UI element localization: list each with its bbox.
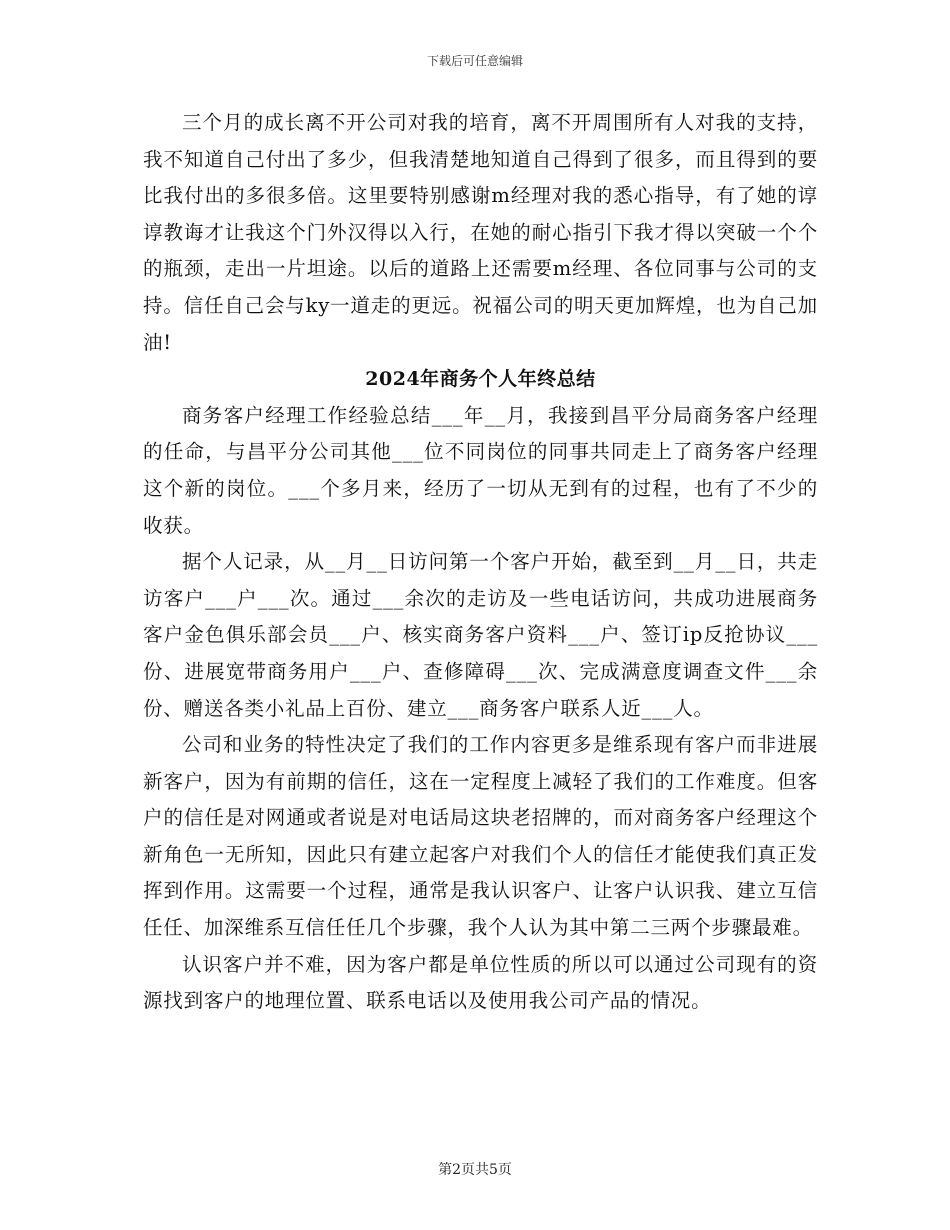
paragraph-2: 据个人记录，从__月__日访问第一个客户开始，截至到__月__日，共走访客户___户___次。通过___余次的走访及一些电话访问，共成功进展商务客户金色俱乐部会员___户、核实商务客户资料___户、签订ip反抢协议___份、进展宽带商务用户___户、查修障碍___次、完成满意度调查文件___余份、赠送各类小礼品上百份、建立___商务客户联系人近___人。 — [143, 550, 818, 720]
document-body — [143, 105, 818, 1020]
section-title: 2024年商务个人年终总结 — [365, 368, 596, 391]
paragraph-4: 认识客户并不难，因为客户都是单位性质的所以可以通过公司现有的资源找到客户的地理位置、联系电话以及使用我公司产品的情况。 — [143, 952, 818, 1013]
paragraph-intro: 三个月的成长离不开公司对我的培育，离不开周围所有人对我的支持，我不知道自己付出了多少，但我清楚地知道自己得到了很多，而且得到的要比我付出的多很多倍。这里要特别感谢m经理对我的悉心指导，有了她的谆谆教诲才让我这个门外汉得以入行，在她的耐心指引下我才得以突破一个个的瓶颈，走出一片坦途。以后的道路上还需要m经理、各位同事与公司的支持。信任自己会与ky一道走的更远。祝福公司的明天更加辉煌，也为自己加油! — [143, 111, 818, 354]
page-header: 下载后可任意编辑 — [426, 54, 523, 68]
page-number: 第2页共5页 — [438, 1162, 512, 1178]
paragraph-3: 公司和业务的特性决定了我们的工作内容更多是维系现有客户而非进展新客户，因为有前期的信任，这在一定程度上减轻了我们的工作难度。但客户的信任是对网通或者说是对电话局这块老招牌的，而对商务客户经理这个新角色一无所知，因此只有建立起客户对我们个人的信任才能使我们真正发挥到作用。这需要一个过程，通常是我认识客户、让客户认识我、建立互信任任、加深维系互信任任几个步骤，我个人认为其中第二三两个步骤最难。 — [143, 733, 818, 940]
paragraph-1: 商务客户经理工作经验总结___年__月，我接到昌平分局商务客户经理的任命，与昌平分公司其他___位不同岗位的同事共同走上了商务客户经理这个新的岗位。___个多月来，经历了一切从无到有的过程，也有了不少的收获。 — [143, 403, 818, 537]
